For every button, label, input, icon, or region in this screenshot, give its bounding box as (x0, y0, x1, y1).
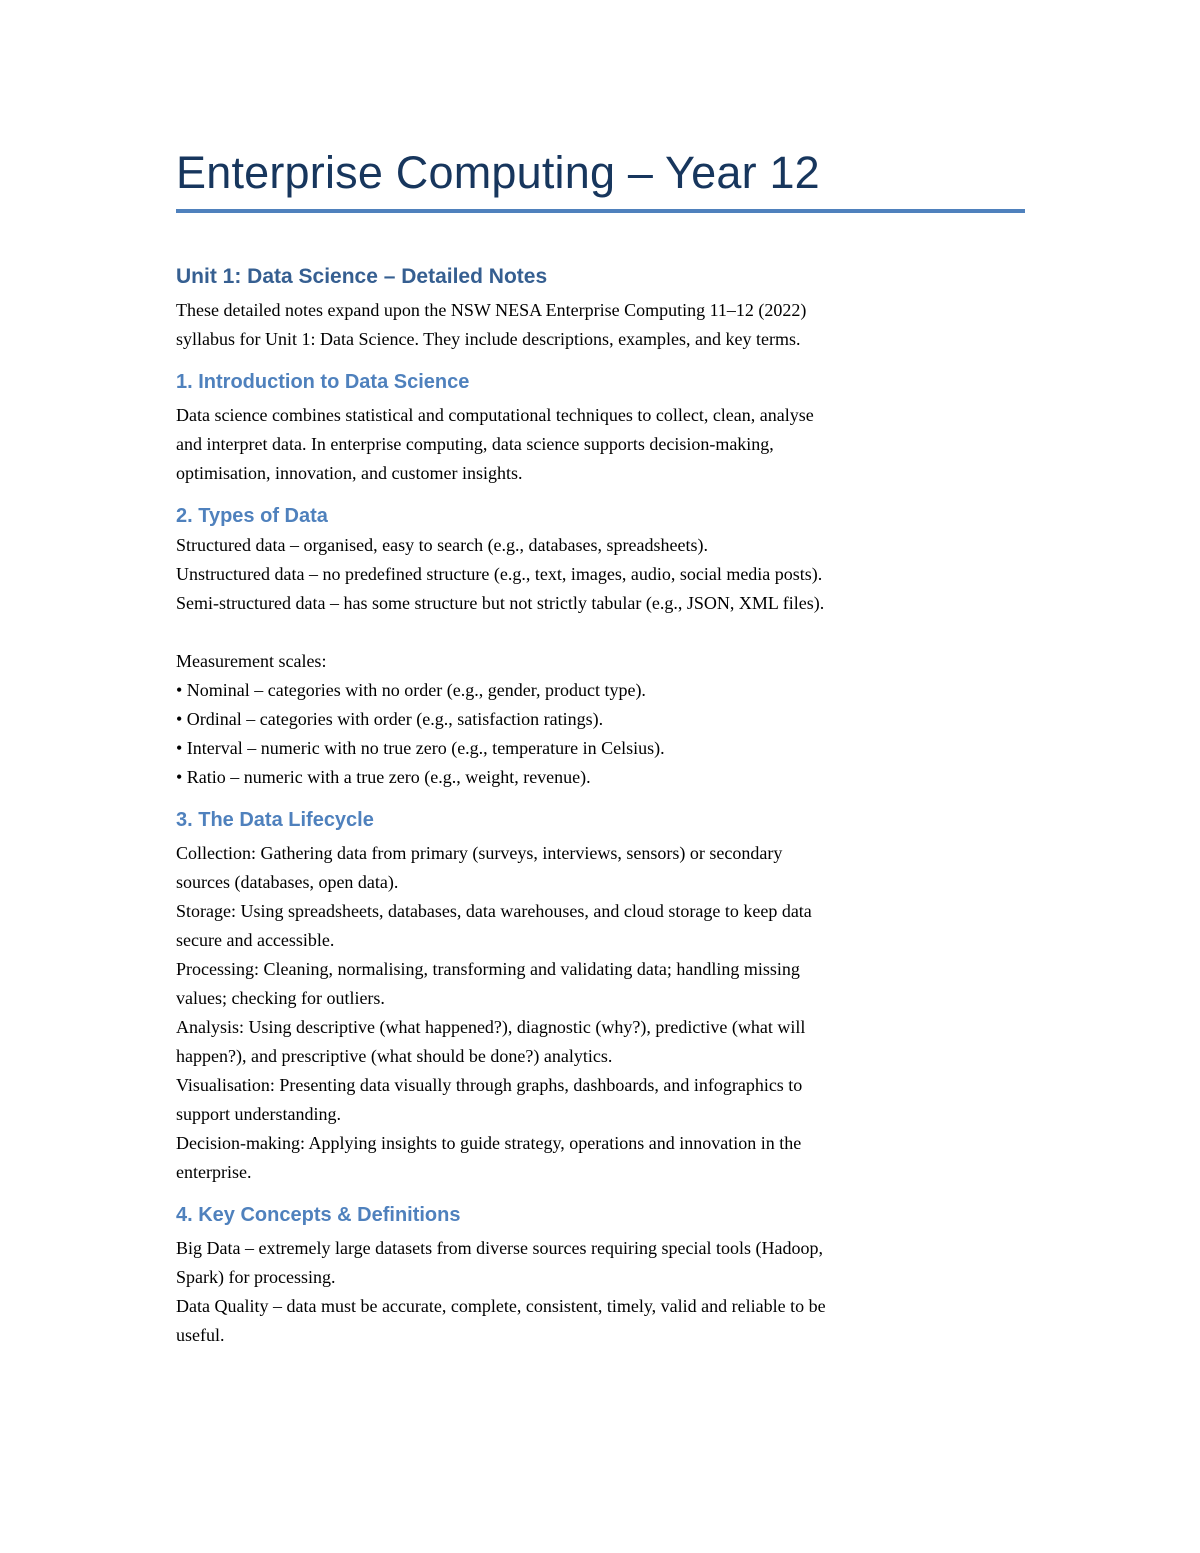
text-line: sources (databases, open data). (176, 872, 399, 892)
text-line: Analysis: Using descriptive (what happened?), diagnostic (why?), predictive (what will (176, 1017, 806, 1037)
section-heading-types-of-data: 2. Types of Data (176, 505, 328, 527)
measurement-scales-label: Measurement scales: (176, 651, 327, 671)
bullet-item: • Ordinal – categories with order (e.g., satisfaction ratings). (176, 709, 604, 729)
section-key-concepts-paragraph (176, 1234, 1026, 1350)
section-data-lifecycle-paragraph (176, 839, 1026, 1187)
text-line: Unstructured data – no predefined structure (e.g., text, images, audio, social media posts). (176, 564, 823, 584)
blank-line (176, 618, 1026, 647)
bullet-item: • Interval – numeric with no true zero (e.g., temperature in Celsius). (176, 738, 665, 758)
text-line: Processing: Cleaning, normalising, transforming and validating data; handling missing (176, 959, 800, 979)
unit-heading: Unit 1: Data Science – Detailed Notes (176, 265, 548, 288)
text-line: Semi-structured data – has some structure but not strictly tabular (e.g., JSON, XML files). (176, 593, 825, 613)
section-heading-introduction: 1. Introduction to Data Science (176, 371, 470, 393)
text-line: Collection: Gathering data from primary (surveys, interviews, sensors) or secondary (176, 843, 783, 863)
text-line: Visualisation: Presenting data visually through graphs, dashboards, and infographics to (176, 1075, 803, 1095)
text-line: Spark) for processing. (176, 1267, 336, 1287)
text-line: Decision-making: Applying insights to guide strategy, operations and innovation in the (176, 1133, 802, 1153)
bullet-item: • Ratio – numeric with a true zero (e.g., weight, revenue). (176, 767, 591, 787)
section-types-of-data-paragraph (176, 531, 1026, 792)
text-line: useful. (176, 1325, 225, 1345)
section-heading-data-lifecycle: 3. The Data Lifecycle (176, 809, 374, 831)
text-line: and interpret data. In enterprise computing, data science supports decision-making, (176, 434, 774, 454)
text-line: values; checking for outliers. (176, 988, 385, 1008)
text-line: secure and accessible. (176, 930, 335, 950)
text-line: These detailed notes expand upon the NSW NESA Enterprise Computing 11–12 (2022) (176, 300, 807, 320)
text-line: Structured data – organised, easy to search (e.g., databases, spreadsheets). (176, 535, 708, 555)
bullet-item: • Nominal – categories with no order (e.g., gender, product type). (176, 680, 646, 700)
document-title: Enterprise Computing – Year 12 (176, 147, 820, 198)
text-line: Storage: Using spreadsheets, databases, data warehouses, and cloud storage to keep data (176, 901, 812, 921)
title-underline-rule (176, 209, 1025, 213)
text-line: Data Quality – data must be accurate, complete, consistent, timely, valid and reliable to be (176, 1296, 826, 1316)
text-line: support understanding. (176, 1104, 341, 1124)
section-heading-key-concepts: 4. Key Concepts & Definitions (176, 1204, 461, 1226)
text-line: Big Data – extremely large datasets from diverse sources requiring special tools (Hadoop, (176, 1238, 823, 1258)
text-line: optimisation, innovation, and customer insights. (176, 463, 523, 483)
unit-intro-paragraph (176, 296, 1026, 354)
section-introduction-paragraph (176, 401, 1026, 488)
text-line: enterprise. (176, 1162, 252, 1182)
text-line: happen?), and prescriptive (what should be done?) analytics. (176, 1046, 613, 1066)
text-line: Data science combines statistical and computational techniques to collect, clean, analyse (176, 405, 814, 425)
text-line: syllabus for Unit 1: Data Science. They include descriptions, examples, and key terms. (176, 329, 801, 349)
document-body (176, 262, 1026, 1350)
